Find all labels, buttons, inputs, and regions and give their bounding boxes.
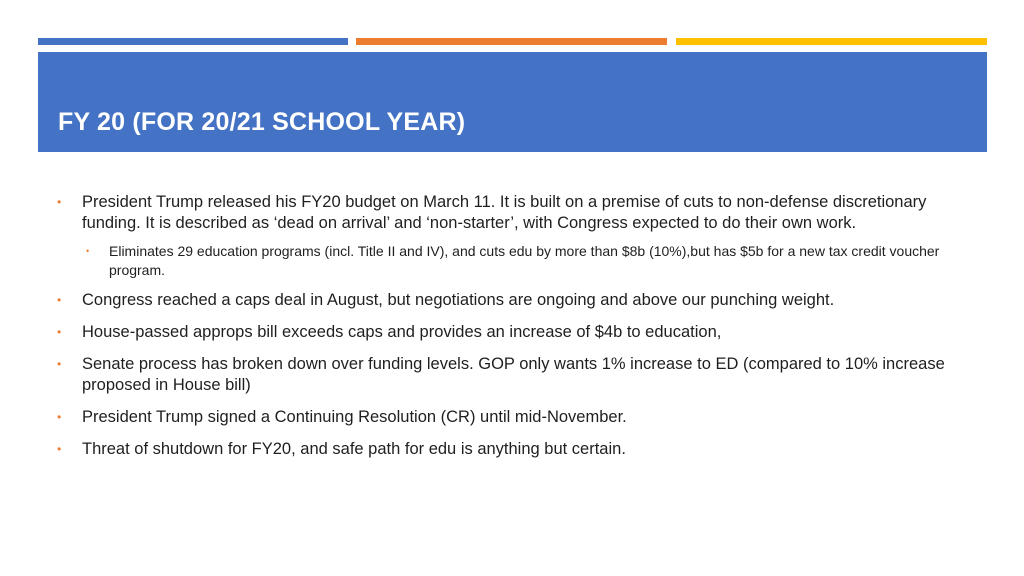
bullet-text: Congress reached a caps deal in August, but negotiations are ongoing and above our punching weight. [82, 291, 835, 309]
bullet-item-3 [54, 322, 954, 343]
bullet-icon: • [57, 410, 62, 424]
bullet-icon: • [57, 357, 62, 371]
bullet-icon: • [57, 442, 62, 456]
bullet-icon: • [57, 325, 62, 339]
bullet-text: President Trump signed a Continuing Resolution (CR) until mid-November. [82, 408, 627, 426]
bullet-icon: • [57, 293, 62, 307]
slide-title: FY 20 (FOR 20/21 SCHOOL YEAR) [58, 108, 466, 136]
sub-bullet-icon: • [86, 246, 90, 256]
bullet-text: Senate process has broken down over funding levels. GOP only wants 1% increase to ED (compared to 10% increase proposed in House bill) [82, 355, 945, 394]
bullet-item-5 [54, 407, 954, 428]
bullet-item-6 [54, 439, 954, 460]
sub-bullet-text: Eliminates 29 education programs (incl. Title II and IV), and cuts edu by more than $8b (10%),but has $5b for a new tax credit voucher program. [109, 243, 940, 278]
accent-bar-blue [38, 38, 348, 45]
accent-bar-yellow [676, 38, 987, 45]
slide-body [54, 192, 954, 471]
bullet-item-4 [54, 354, 954, 396]
bullet-item-2 [54, 290, 954, 311]
bullet-text: Threat of shutdown for FY20, and safe path for edu is anything but certain. [82, 440, 626, 458]
sub-bullet-list [82, 242, 954, 280]
bullet-item-1 [54, 192, 954, 280]
bullet-icon: • [57, 195, 62, 209]
sub-bullet-item-1 [82, 242, 954, 280]
title-band [38, 52, 987, 152]
bullet-list [54, 192, 954, 460]
bullet-text: House-passed approps bill exceeds caps and provides an increase of $4b to education, [82, 323, 722, 341]
accent-bar-orange [356, 38, 667, 45]
bullet-text: President Trump released his FY20 budget on March 11. It is built on a premise of cuts to non-defense discretionary funding. It is described as ‘dead on arrival’ and ‘non-starter’, with Congress expected to do their own work. [82, 193, 927, 232]
